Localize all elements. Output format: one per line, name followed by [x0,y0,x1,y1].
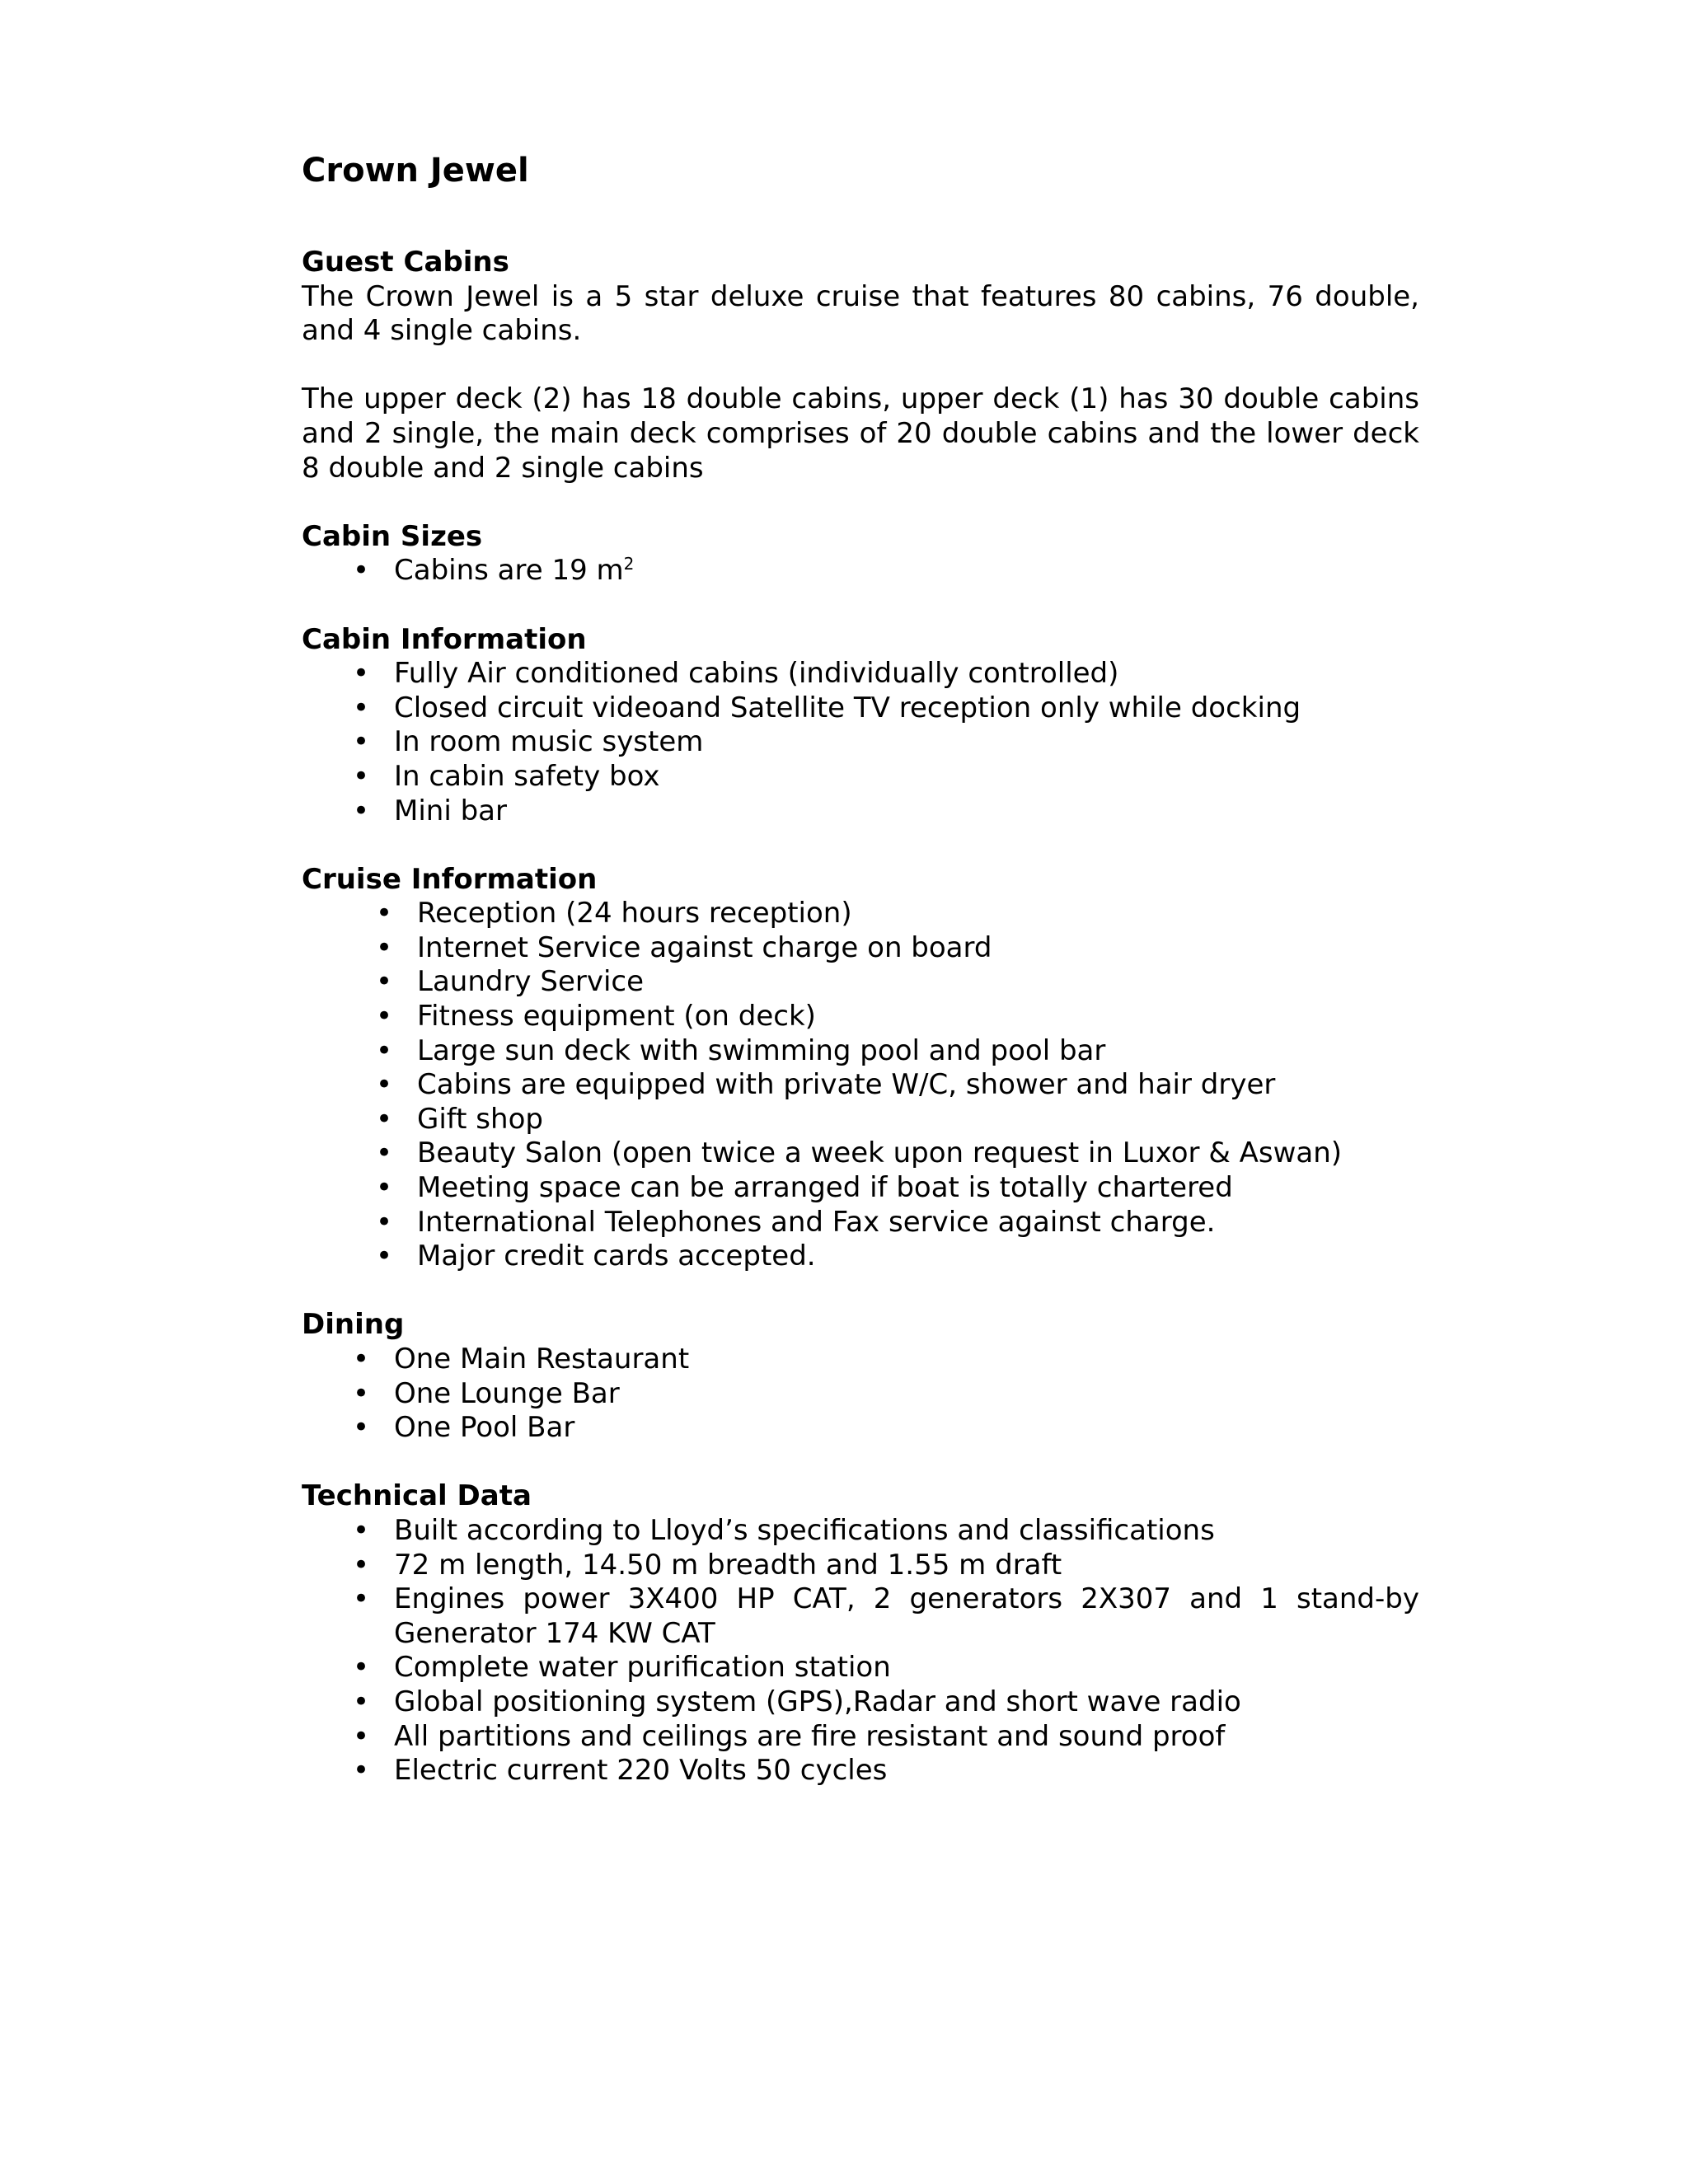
list-item-text: One Lounge Bar [394,1376,620,1410]
bullet-icon: • [376,1205,393,1239]
section-heading: Technical Data [302,1479,532,1513]
list-item-text: Large sun deck with swimming pool and pool bar [417,1033,1106,1067]
bullet-icon: • [353,759,370,793]
section-cruise-information [302,863,1419,1274]
bullet-icon: • [353,1548,370,1582]
section-technical-data [302,1479,1419,1788]
list-item [302,1549,1419,1583]
list-item-text: Complete water purification station [394,1651,891,1685]
list-item-text: Closed circuit videoand Satellite TV reception only while docking [394,691,1301,724]
bullet-list [302,657,1419,828]
bullet-icon: • [353,1513,370,1547]
list-item-text: Global positioning system (GPS),Radar and short wave radio [394,1685,1241,1718]
bullet-icon: • [353,1376,370,1410]
bullet-icon: • [353,794,370,827]
bullet-icon: • [353,691,370,724]
list-item [302,760,1419,794]
list-item [302,1720,1419,1755]
list-item-text: Internet Service against charge on board [417,930,992,964]
list-item [302,1240,1419,1274]
bullet-icon: • [376,965,393,999]
list-item-text: Reception (24 hours reception) [417,897,852,930]
list-item-text: International Telephones and Fax service against charge. [417,1205,1216,1239]
list-item-text: Cabins are 19 m [394,554,624,588]
list-item-text: Engines power 3X400 HP CAT, 2 generators 2X307 and 1 stand-by Generator 174 KW CAT [394,1582,1419,1650]
list-item-text: In cabin safety box [394,759,660,793]
list-item-text: Electric current 220 Volts 50 cycles [394,1754,888,1788]
list-item-text: Laundry Service [417,965,645,999]
list-item-text: Fully Air conditioned cabins (individually controlled) [394,657,1119,691]
list-item [302,1651,1419,1685]
bullet-icon: • [353,1685,370,1718]
list-item [302,965,1419,1000]
list-item [302,1754,1419,1788]
bullet-icon: • [376,1033,393,1067]
list-item [302,554,1419,588]
bullet-icon: • [376,1102,393,1136]
paragraph: The Crown Jewel is a 5 star deluxe cruise that features 80 cabins, 76 double, and 4 single cabins. [302,279,1419,348]
list-item [302,1103,1419,1137]
list-item [302,1514,1419,1549]
bullet-icon: • [376,1068,393,1102]
bullet-list [302,554,1419,588]
bullet-icon: • [353,1582,370,1616]
bullet-icon: • [376,1137,393,1170]
bullet-icon: • [353,1651,370,1685]
list-item [302,1171,1419,1206]
bullet-icon: • [376,930,393,964]
list-item [302,931,1419,966]
list-item-text: Major credit cards accepted. [417,1240,816,1273]
list-item [302,1411,1419,1446]
list-item [302,725,1419,760]
bullet-icon: • [353,657,370,691]
list-item-text: All partitions and ceilings are fire resistant and sound proof [394,1719,1226,1753]
bullet-icon: • [376,1240,393,1273]
list-item-text: Meeting space can be arranged if boat is totally chartered [417,1171,1233,1205]
list-item-text: 72 m length, 14.50 m breadth and 1.55 m draft [394,1548,1062,1582]
bullet-list [302,1514,1419,1788]
list-item [302,1034,1419,1069]
list-item-text: Beauty Salon (open twice a week upon request in Luxor & Aswan) [417,1137,1343,1170]
section-cabin-sizes [302,520,1419,588]
section-heading: Dining [302,1308,405,1342]
section-heading: Cabin Sizes [302,519,483,553]
list-item [302,1685,1419,1720]
list-item [302,691,1419,726]
list-item [302,1068,1419,1103]
bullet-icon: • [376,897,393,930]
list-item [302,897,1419,931]
list-item-text: Cabins are equipped with private W/C, shower and hair dryer [417,1068,1276,1102]
section-heading: Cabin Information [302,622,587,656]
list-item-text: One Main Restaurant [394,1343,690,1376]
bullet-icon: • [353,725,370,759]
list-item [302,1137,1419,1171]
superscript: 2 [623,554,635,574]
list-item [302,1377,1419,1412]
list-item [302,1000,1419,1034]
section-heading: Cruise Information [302,862,598,896]
list-item [302,1343,1419,1377]
bullet-icon: • [353,1719,370,1753]
bullet-icon: • [353,1411,370,1445]
list-item-text: Fitness equipment (on deck) [417,1000,816,1033]
list-item [302,1582,1419,1651]
section-heading: Guest Cabins [302,246,509,279]
list-item-text: In room music system [394,725,704,759]
list-item-text: Gift shop [417,1102,543,1136]
list-item-text: Built according to Lloyd’s specifications and classifications [394,1513,1215,1547]
bullet-icon: • [376,1000,393,1033]
bullet-icon: • [353,1754,370,1788]
section-cabin-information [302,623,1419,829]
list-item-text: Mini bar [394,794,507,827]
list-item [302,1206,1419,1240]
bullet-icon: • [376,1171,393,1205]
document-page [302,147,1419,1788]
list-item [302,657,1419,691]
list-item [302,794,1419,829]
page-title: Crown Jewel [302,152,529,190]
bullet-list [302,1343,1419,1446]
list-item-text: One Pool Bar [394,1411,575,1445]
paragraph: The upper deck (2) has 18 double cabins, upper deck (1) has 30 double cabins and 2 single, the main deck comprises of 20 double cabins and the lower deck 8 double and 2 single cabins [302,382,1419,485]
bullet-list [302,897,1419,1274]
section-guest-cabins [302,246,1419,485]
bullet-icon: • [353,1343,370,1376]
section-dining [302,1308,1419,1445]
bullet-icon: • [353,554,370,588]
